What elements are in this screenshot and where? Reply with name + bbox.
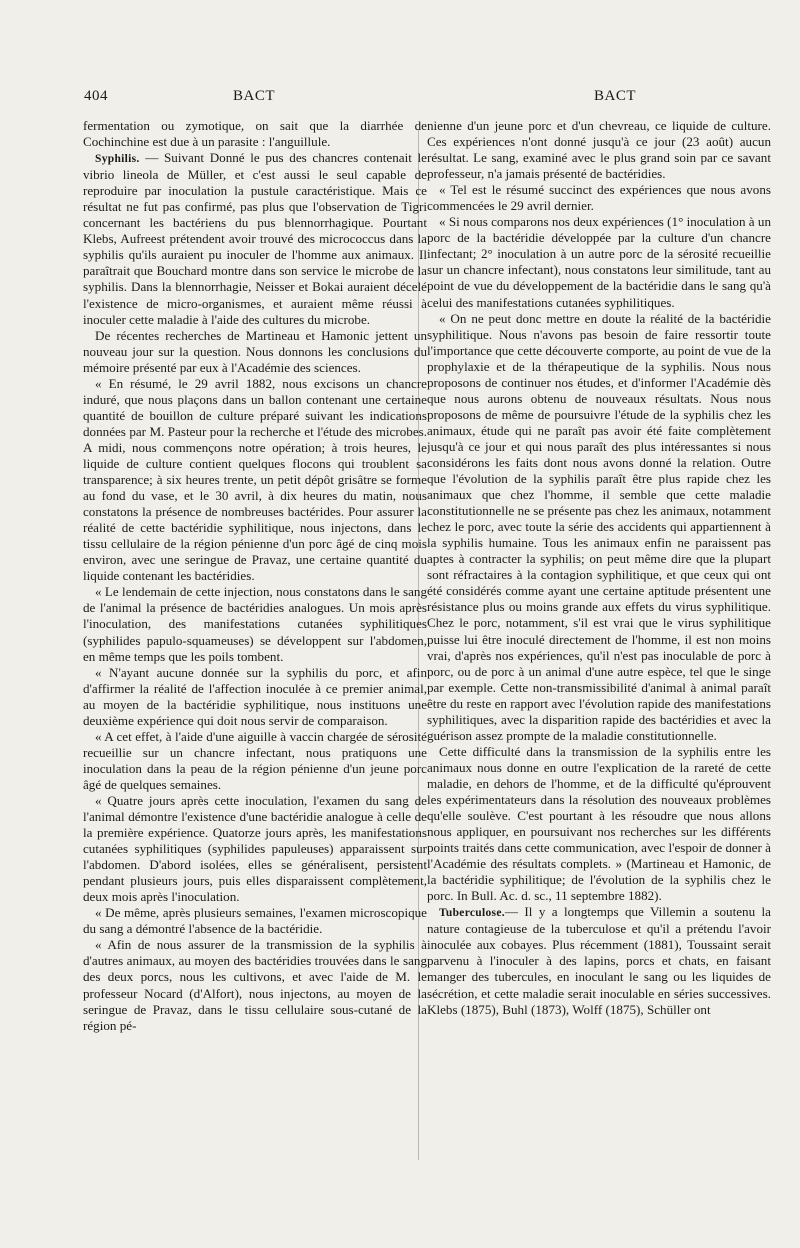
paragraph-text: — Il y a longtemps que Villemin a soutenu la nature contagieuse de la tuberculose et qu'il a prétendu l'avoir inoculée aux cobayes. Plus récemment (1881), Toussaint serait parvenu à l'inoculer à des lapins, porcs et chats, en faisant manger des tubercules, en inoculant le sang ou les liquides de sécrétion, et cette maladie serait inoculable en séries successives. Klebs (1875), Buhl (1873), Wolff (1875), Schüller ont [427,904,771,1017]
paragraph [83,905,427,937]
paragraph-text: fermentation ou zymotique, on sait que la diarrhée de Cochinchine est due à un parasite : l'anguillule. [83,118,427,150]
paragraph [83,328,427,376]
paragraph-text: « Afin de nous assurer de la transmission de la syphilis à d'autres animaux, au moyen des bactéridies trouvées dans le sang des deux porcs, nous les cultivons, et avec l'aide de M. le professeur Nocard (d'Alfort), nous injectons, au moyen de la seringue de Pravaz, dans le tissu cellulaire sous-cutané de la région pé- [83,937,427,1033]
paragraph-text: Cette difficulté dans la transmission de la syphilis entre les animaux nous donne en outre l'explication de la rareté de cette maladie, en dehors de l'homme, et de la difficulté qu'éprouvent les expérimentateurs dans la résolution des nouveaux problèmes qu'elle soulève. C'est pourtant à les résoudre que nous allons nous appliquer, en poursuivant nos recherches sur les différents points traités dans cette communication, avec l'espoir de donner à l'Académie des résultats complets. » (Martineau et Hamonic, de la bactéridie syphilitique; de l'évolution de la syphilis chez le porc. In Bull. Ac. d. sc., 11 septembre 1882). [427,743,771,904]
paragraph-text: — Suivant Donné le pus des chancres contenait le vibrio lineola de Müller, et c'est aussi le seul capable de reproduire par inoculation la pustule caractéristique. Mais ce résultat ne fut pas confirmé, pas plus que l'observation de Tigri concernant les bactériens du pus blennorrhagique. Pourtant Klebs, Aufreest prétendent avoir trouvé des micrococcus dans la syphilis qu'ils auraient pu inoculer de l'homme aux animaux. Il paraîtrait que Bouchard montre dans son service le microbe de la syphilis. Dans la blennorrhagie, Neisser et Bokai auraient décelé l'existence de micro-organismes, et auraient même réussi à inoculer cette maladie à l'aide des cultures du microbe. [83,150,427,327]
paragraph [83,793,427,905]
paragraph [83,665,427,729]
paragraph-text: « N'ayant aucune donnée sur la syphilis du porc, et afin d'affirmer la réalité de l'affection inoculée à ce premier animal, au moyen de la bactéridie syphilitique, nous instituons une deuxième expérience qui doit nous servir de comparaison. [83,664,427,728]
page-number: 404 [84,88,108,104]
right-column [427,118,771,1158]
paragraph [83,729,427,793]
paragraph [83,937,427,1033]
paragraph-text: « Le lendemain de cette injection, nous constatons dans le sang de l'animal la présence de bactéridies analogues. Un mois après l'inoculation, des manifestations cutanées syphilitiques (syphilides papulo-squameuses) se développent sur l'abdomen, en même temps que les poils tombent. [83,584,427,664]
paragraph-text: « Quatre jours après cette inoculation, l'examen du sang de l'animal démontre l'existence d'une bactéridie analogue à celle de la première expérience. Quatorze jours après, les manifestations cutanées syphilitiques (syphilides papuleuses) apparaissent sur l'abdomen. D'abord isolées, elles se généralisent, persistent pendant plusieurs jours, puis elles disparaissent complètement, deux mois après l'inoculation. [83,792,427,905]
section-rubric: Syphilis. [95,153,140,166]
paragraph [427,214,771,310]
paragraph [427,182,771,214]
paragraph [83,118,427,150]
paragraph [83,376,427,585]
paragraph-text: « Tel est le résumé succinct des expériences que nous avons commencées le 29 avril dernier. [427,182,771,214]
paragraph-text: « A cet effet, à l'aide d'une aiguille à vaccin chargée de sérosité recueillie sur un chancre infectant, nous pratiquons une inoculation dans la peau de la région pénienne d'un jeune porc âgé de quelques semaines. [83,728,427,792]
running-head-right: BACT [594,88,637,104]
paragraph [83,150,427,328]
paragraph [427,118,771,182]
paragraph [83,584,427,664]
paragraph [427,744,771,904]
left-column [83,118,427,1158]
paragraph-text: De récentes recherches de Martineau et Hamonic jettent un nouveau jour sur la question. Nous donnons les conclusions du mémoire présenté par eux à l'Académie des sciences. [83,327,427,375]
paragraph [427,904,771,1017]
running-head-left: BACT [233,88,276,104]
section-rubric: Tuberculose. [439,907,505,920]
paragraph [427,311,771,744]
paragraph-text: « Si nous comparons nos deux expériences (1° inoculation à un porc de la bactéridie développée par la culture d'un chancre infectant; 2° inoculation à un autre porc de la sérosité recueillie sur un chancre infectant), nous constatons leur similitude, tant au point de vue du développement de la bactéridie dans le sang qu'à celui des manifestations cutanées syphilitiques. [427,214,771,310]
paragraph-text: « On ne peut donc mettre en doute la réalité de la bactéridie syphilitique. Nous n'avons pas besoin de faire ressortir toute l'importance que cette découverte comporte, au point de vue de la prophylaxie et de la thérapeutique de la syphilis. Nous nous proposons de continuer nos études, et d'informer l'Académie dès que nous aurons obtenu de nouveaux résultats. Nous nous proposons de même de poursuivre l'étude de la syphilis chez les animaux, étude qui ne paraît pas avoir été faite complètement jusqu'à ce jour et qui nous paraît des plus intéressantes si nous considérons les faits dont nous avons donné la relation. Outre que l'évolution de la syphilis paraît être plus rapide chez les animaux que chez l'homme, il semble que cette maladie constitutionnelle ne se présente pas chez les animaux, notamment chez le porc, avec toute la série des accidents qui appartiennent à la syphilis humaine. Tous les animaux enfin ne paraissent pas aptes à contracter la syphilis; on peut même dire que la plupart sont réfractaires à la contagion syphilitique, et que ceux qui ont été considérés comme ayant une certaine aptitude présentent une résistance plus ou moins grande aux effets du virus syphilitique. Chez le porc, notamment, s'il est vrai que le virus syphilitique puisse lui être inoculé directement de l'homme, il est non moins vrai, d'après nos expériences, qu'il n'est pas inoculable de porc à porc, ou de porc à un animal d'une autre espèce, tel que le singe par exemple. Cette non-transmissibilité d'animal à animal paraît être du reste en rapport avec l'évolution rapide des manifestations syphilitiques, avec la disparition rapide des bactéridies et avec la guérison assez prompte de la maladie constitutionnelle. [427,310,771,743]
paragraph-text: « En résumé, le 29 avril 1882, nous excisons un chancre induré, que nous plaçons dans un ballon contenant une certaine quantité de bouillon de culture préparé suivant les indications données par M. Pasteur pour la recherche et l'étude des microbes. A midi, nous commençons notre opération; à trois heures, le liquide de culture contient quelques flocons qui troublent sa transparence; à six heures trente, un petit dépôt grisâtre se forme au fond du vase, et le 30 avril, à dix heures du matin, nous constatons la présence de nombreuses bactérides. Pour assurer la réalité de cette bactéridie syphilitique, nous injectons, dans le tissu cellulaire de la région pénienne d'un porc âgé de cinq mois environ, avec une seringue de Pravaz, une certaine quantité du liquide contenant les bactéridies. [83,375,427,584]
paragraph-text: « De même, après plusieurs semaines, l'examen microscopique du sang a démontré l'absence de la bactéridie. [83,905,427,937]
paragraph-text: nienne d'un jeune porc et d'un chevreau, ce liquide de culture. Ces expériences n'ont donné jusqu'à ce jour (23 août) aucun résultat. Le sang, examiné avec le plus grand soin par ce savant professeur, n'a jamais présenté de bactéridies. [427,118,771,182]
